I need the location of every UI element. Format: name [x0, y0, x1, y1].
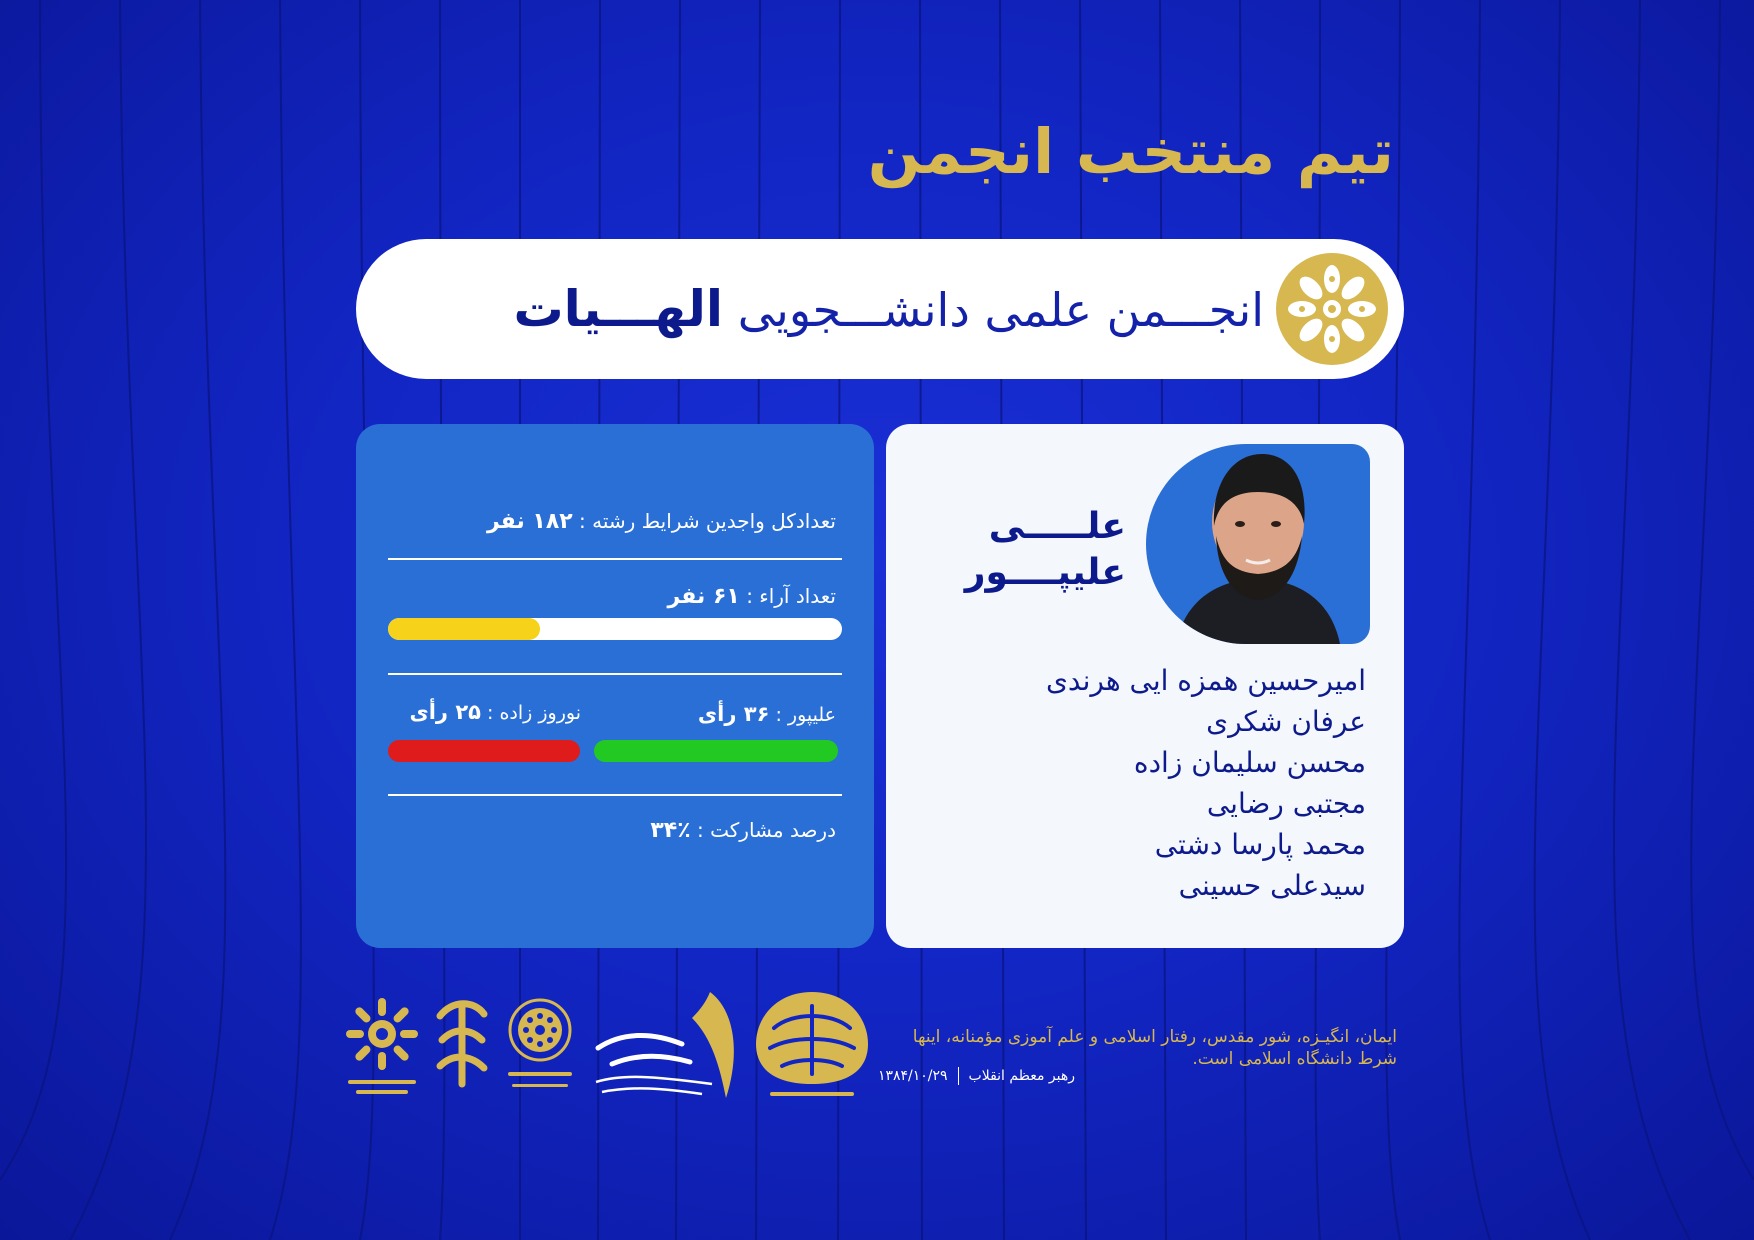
list-item: امیرحسین همزه ایی هرندی — [1045, 664, 1366, 697]
candidate-2-votes — [409, 700, 581, 724]
stats-divider — [388, 794, 842, 796]
elections-logo-icon — [592, 988, 742, 1104]
association-name-bold: الهـــیات — [513, 280, 724, 338]
association-name-regular: انجـــمن علمی دانشـــجویی — [737, 283, 1264, 337]
candidate-profile-card — [886, 424, 1404, 948]
list-item: محسن سلیمان زاده — [1133, 746, 1366, 779]
participation-value: ٪۳۴ — [650, 818, 691, 843]
candidate-1-bar — [594, 740, 838, 762]
total-eligible-value: ۱۸۲ نفر — [486, 509, 573, 534]
leader-quote: ایمان، انگیـزه، شور مقدس، رفتار اسلامی و علم آموزی مؤمنانه، اینها شرط دانشگاه اسلامی است. — [912, 1027, 1397, 1069]
list-item: عرفان شکری — [1206, 705, 1366, 738]
poster-title: تیم منتخب انجمن — [867, 115, 1394, 188]
association-name — [513, 239, 1264, 379]
attribution-date: ۱۳۸۴/۱۰/۲۹ — [877, 1068, 948, 1084]
candidate-first-name: علـــــی — [988, 506, 1126, 547]
gold-flower-emblem-icon — [1274, 251, 1390, 367]
votes-count-label: تعداد آراء : — [746, 584, 836, 608]
votes-progress-bar — [388, 618, 842, 640]
scientific-associations-logo-icon — [342, 996, 422, 1100]
list-item: محمد پارسا دشتی — [1154, 828, 1366, 861]
total-eligible-label: تعدادکل واجدین شرایط رشته : — [579, 509, 836, 533]
person-portrait-icon — [1146, 444, 1370, 644]
stats-divider — [388, 673, 842, 675]
imam-sadiq-university-logo-icon — [500, 996, 580, 1100]
candidate-last-name: علیپــــور — [964, 552, 1126, 593]
participation-stat — [650, 818, 836, 843]
quote-attribution — [878, 1067, 1075, 1085]
candidate-2-bar — [388, 740, 580, 762]
votes-count-value: ۶۱ نفر — [667, 584, 740, 609]
votes-count-stat — [668, 584, 836, 609]
candidate-2-label: نوروز زاده : — [487, 702, 581, 724]
association-banner — [356, 239, 1404, 379]
harakat-elmi-masoulaneh-logo-icon — [752, 988, 872, 1104]
candidate-1-votes — [698, 702, 836, 726]
list-item: مجتبی رضایی — [1206, 787, 1366, 820]
attribution-role: رهبر معظم انقلاب — [968, 1068, 1075, 1084]
votes-progress-fill — [388, 618, 540, 640]
team-members-list — [1046, 660, 1366, 906]
participation-label: درصد مشارکت : — [697, 818, 836, 842]
candidate-name — [916, 504, 1126, 596]
candidate-2-value: ۲۵ رأی — [409, 700, 481, 724]
stats-divider — [388, 558, 842, 560]
candidate-1-label: علیپور : — [775, 704, 836, 726]
total-eligible-stat — [487, 509, 836, 534]
list-item: سیدعلی حسینی — [1178, 869, 1366, 902]
calligraphy-logo-icon — [432, 996, 492, 1090]
candidate-1-value: ۳۶ رأی — [697, 702, 770, 726]
election-stats-card — [356, 424, 874, 948]
